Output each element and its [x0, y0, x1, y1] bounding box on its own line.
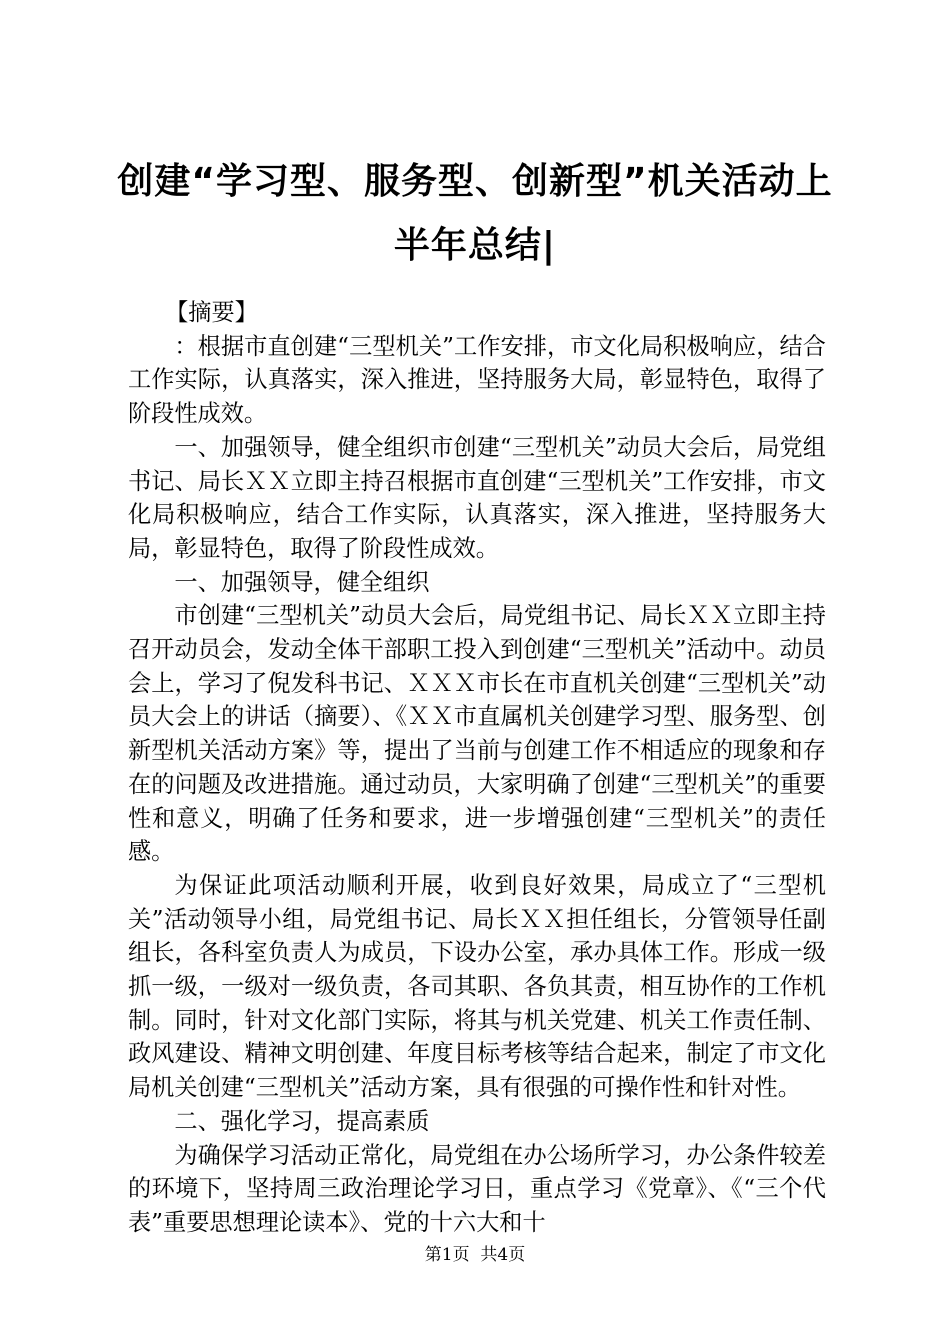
- abstract-label: 【摘要】: [165, 299, 258, 326]
- paragraph: 为确保学习活动正常化，局党组在办公场所学习，办公条件较差的环境下，坚持周三政治理论学习日，重点学习《党章》、《“三个代表”重要思想理论读本》、党的十六大和十: [128, 1141, 826, 1236]
- document-body: [128, 296, 826, 1240]
- paragraph: ：根据市直创建“三型机关”工作安排，市文化局积极响应，结合工作实际，认真落实，深入推进，坚持服务大局，彰显特色，取得了阶段性成效。: [128, 332, 826, 428]
- paragraph: 市创建“三型机关”动员大会后，局党组书记、局长ＸＸ立即主持召开动员会，发动全体干部职工投入到创建“三型机关”活动中。动员会上，学习了倪发科书记、ＸＸＸ市长在市直机关创建“三型机关”动员大会上的讲话（摘要）、《ＸＸ市直属机关创建学习型、服务型、创新型机关活动方案》等，提出了当前与创建工作不相适应的现象和存在的问题及改进措施。通过动员，大家明确了创建“三型机关”的重要性和意义，明确了任务和要求，进一步增强创建“三型机关”的责任感。: [128, 602, 826, 866]
- paragraph: 为保证此项活动顺利开展，收到良好效果，局成立了“三型机关”活动领导小组，局党组书记、局长ＸＸ担任组长，分管领导任副组长，各科室负责人为成员，下设办公室，承办具体工作。形成一级抓一级，一级对一级负责，各司其职、各负其责，相互协作的工作机制。同时，针对文化部门实际，将其与机关党建、机关工作责任制、政风建设、精神文明创建、年度目标考核等结合起来，制定了市文化局机关创建“三型机关”活动方案，具有很强的可操作性和针对性。: [128, 871, 826, 1102]
- section-heading: 一、加强领导，健全组织: [174, 568, 430, 596]
- document-title-line-1: 创建“学习型、服务型、创新型”机关活动上: [117, 161, 833, 202]
- paragraph: 一、加强领导，健全组织市创建“三型机关”动员大会后，局党组书记、局长ＸＸ立即主持召根据市直创建“三型机关”工作安排，市文化局积极响应，结合工作实际，认真落实，深入推进，坚持服务大局，彰显特色，取得了阶段性成效。: [128, 433, 826, 562]
- page-number-footer: 第1页 共4页: [424, 1245, 526, 1265]
- section-heading: 二、强化学习，提高素质: [174, 1107, 430, 1135]
- document-title-line-2: 半年总结|: [393, 225, 557, 266]
